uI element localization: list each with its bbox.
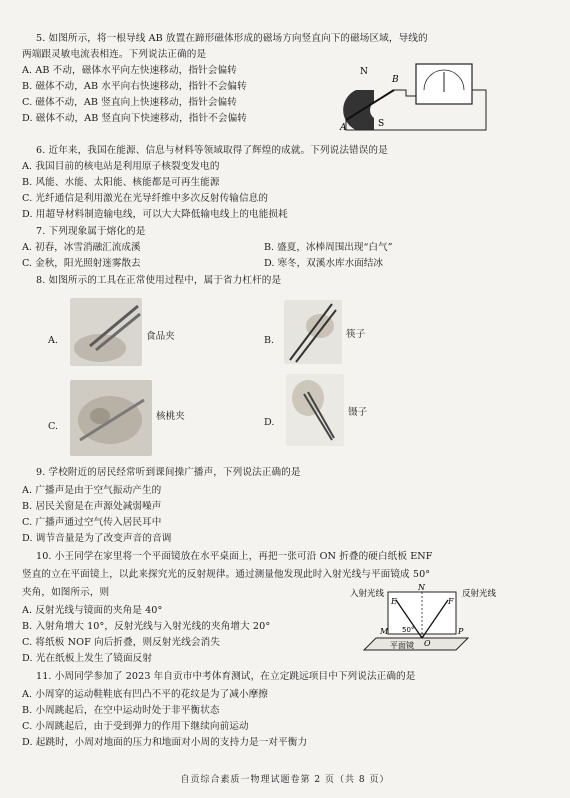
q8-option-d-letter: D. xyxy=(264,417,275,428)
label-o: O xyxy=(424,639,431,648)
q8-option-c-letter: C. xyxy=(48,421,59,432)
q11-option-a: A. 小周穿的运动鞋鞋底有凹凸不平的花纹是为了减小摩擦 xyxy=(22,689,268,700)
q6-option-a: A. 我国目前的核电站是利用原子核裂变发电的 xyxy=(22,161,220,172)
q10-stem-line3: 夹角，如图所示，则 xyxy=(22,587,110,598)
q11-stem: 11. 小周同学参加了 2023 年自贡市中考体育测试，在立定跳远项目中下列说法正确的是 xyxy=(36,671,416,682)
q8-option-c-name: 核桃夹 xyxy=(156,411,185,422)
q10-reflection-figure xyxy=(350,582,530,658)
q8-option-a-name: 食品夹 xyxy=(146,331,175,342)
q10-option-d: D. 光在纸板上发生了镜面反射 xyxy=(22,653,153,664)
wire-a-label: A xyxy=(340,123,347,133)
label-m: M xyxy=(380,627,389,636)
label-f: F xyxy=(448,597,454,606)
q7-option-a: A. 初春，冰雪消融汇流成溪 xyxy=(22,242,141,253)
nutcracker-photo xyxy=(70,380,152,456)
reflected-ray-label: 反射光线 xyxy=(462,589,497,599)
q11-option-c: C. 小周跳起后，由于受到弹力的作用下继续向前运动 xyxy=(22,721,249,732)
q5-option-a: A. AB 不动，磁体水平向左快速移动，指针会偏转 xyxy=(22,65,237,76)
angle-label: 50° xyxy=(402,626,415,634)
chopsticks-photo xyxy=(284,300,342,364)
q10-stem-line1: 10. 小王同学在家里将一个平面镜放在水平桌面上，再把一张可沿 ON 折叠的硬白纸板 ENF xyxy=(36,551,433,562)
food-tongs-photo xyxy=(70,298,142,366)
q10-option-a: A. 反射光线与镜面的夹角是 40° xyxy=(22,605,163,616)
q9-option-c: C. 广播声通过空气传入居民耳中 xyxy=(22,517,162,528)
mirror-label: 平面镜 xyxy=(390,641,414,650)
tweezers-photo xyxy=(286,374,344,446)
q8-option-b-letter: B. xyxy=(264,335,275,346)
q9-option-b: B. 居民关窗是在声源处减弱噪声 xyxy=(22,501,162,512)
magnet-n-label: N xyxy=(360,67,368,77)
label-p: P xyxy=(458,627,464,636)
incident-ray-label: 入射光线 xyxy=(350,589,385,599)
q6-option-d: D. 用超导材料制造输电线，可以大大降低输电线上的电能损耗 xyxy=(22,209,288,220)
plane-mirror xyxy=(364,638,468,650)
q8-stem: 8. 如图所示的工具在正常使用过程中，属于省力杠杆的是 xyxy=(36,275,282,286)
q6-option-c: C. 光纤通信是利用激光在光导纤维中多次反射传输信息的 xyxy=(22,193,269,204)
q5-option-b: B. 磁体不动，AB 水平向右快速移动，指针不会偏转 xyxy=(22,81,247,92)
q11-option-d: D. 起跳时，小周对地面的压力和地面对小周的支持力是一对平衡力 xyxy=(22,737,308,748)
q5-option-c: C. 磁体不动，AB 竖直向上快速移动，指针会偏转 xyxy=(22,97,237,108)
q9-stem: 9. 学校附近的居民经常听到课间操广播声，下列说法正确的是 xyxy=(36,467,301,478)
page-footer: 自贡综合素质一物理试题卷第 2 页（共 8 页） xyxy=(180,775,390,785)
label-e: E xyxy=(391,597,397,606)
q8-option-a-letter: A. xyxy=(48,335,58,346)
q7-option-c: C. 金秋，阳光照射迷雾散去 xyxy=(22,258,141,269)
q10-stem-line2: 竖直的立在平面镜上，以此来探究光的反射规律。通过测量他发现此时入射光线与平面镜成 50° xyxy=(22,569,431,580)
q10-option-b: B. 入射角增大 10°，反射光线与入射光线的夹角增大 20° xyxy=(22,621,271,632)
q9-option-a: A. 广播声是由于空气振动产生的 xyxy=(22,485,162,496)
q7-option-d: D. 寒冬，双溪水库水面结冰 xyxy=(264,258,383,269)
q6-stem: 6. 近年来，我国在能源、信息与材料等领域取得了辉煌的成就。下列说法错误的是 xyxy=(36,145,388,156)
magnet-s-label: S xyxy=(378,119,385,129)
q8-option-d-name: 镊子 xyxy=(348,407,368,418)
q5-option-d: D. 磁体不动，AB 竖直向下快速移动，指针不会偏转 xyxy=(22,113,247,124)
q6-option-b: B. 风能、水能、太阳能、核能都是可再生能源 xyxy=(22,177,220,188)
q10-option-c: C. 将纸板 NOF 向后折叠，则反射光线会消失 xyxy=(22,637,221,648)
q7-option-b: B. 盛夏，冰棒周围出现“白气” xyxy=(264,242,393,253)
q5-stem-line2: 两端跟灵敏电流表相连。下列说法正确的是 xyxy=(22,49,207,60)
wire-b-label: B xyxy=(392,75,399,85)
q11-option-b: B. 小周跳起后，在空中运动时处于非平衡状态 xyxy=(22,705,220,716)
label-n: N xyxy=(418,583,425,592)
q8-option-b-name: 筷子 xyxy=(346,329,366,340)
q5-magnet-galvanometer-figure xyxy=(336,60,526,136)
q9-option-d: D. 调节音量是为了改变声音的音调 xyxy=(22,533,172,544)
horseshoe-magnet xyxy=(343,90,374,130)
q7-stem: 7. 下列现象属于熔化的是 xyxy=(36,226,146,237)
q5-stem-line1: 5. 如图所示，将一根导线 AB 放置在蹄形磁体形成的磁场方向竖直向下的磁场区域，导线的 xyxy=(36,33,428,44)
